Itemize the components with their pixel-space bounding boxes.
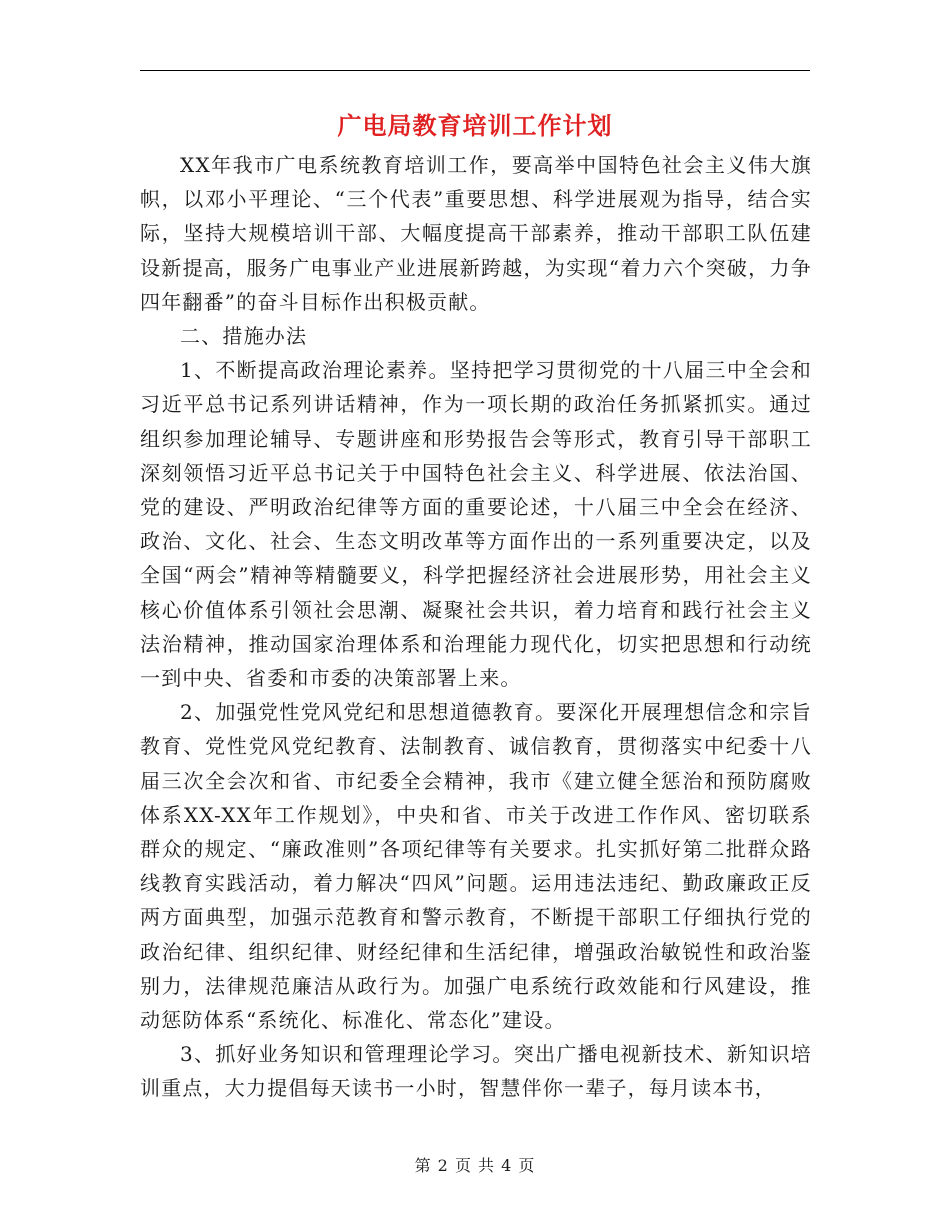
header-divider — [140, 70, 810, 71]
paragraph-intro: XX年我市广电系统教育培训工作，要高举中国特色社会主义伟大旗帜，以邓小平理论、“三个代表”重要思想、科学进展观为指导，结合实际，坚持大规模培训干部、大幅度提高干部素养，推动干部职工队伍建设新提高，服务广电事业产业进展新跨越，为实现“着力六个突破，力争四年翻番”的奋斗目标作出积极贡献。 — [140, 153, 812, 314]
document-body — [140, 148, 812, 1106]
document-title: 广电局教育培训工作计划 — [337, 111, 613, 140]
paragraph-item-2: 2、加强党性党风党纪和思想道德教育。要深化开展理想信念和宗旨教育、党性党风党纪教育、法制教育、诚信教育，贯彻落实中纪委十八届三次全会次和省、市纪委全会精神，我市《建立健全惩治和预防腐败体系XX-XX年工作规划》，中央和省、市关于改进工作作风、密切联系群众的规定、“廉政准则”各项纪律等有关要求。扎实抓好第二批群众路线教育实践活动，着力解决“四风”问题。运用违法违纪、勤政廉政正反两方面典型，加强示范教育和警示教育，不断提干部职工仔细执行党的政治纪律、组织纪律、财经纪律和生活纪律，增强政治敏锐性和政治鉴别力，法律规范廉洁从政行为。加强广电系统行政效能和行风建设，推动惩防体系“系统化、标准化、常态化”建设。 — [140, 700, 812, 1033]
paragraph-item-1: 1、不断提高政治理论素养。坚持把学习贯彻党的十八届三中全会和习近平总书记系列讲话精神，作为一项长期的政治任务抓紧抓实。通过组织参加理论辅导、专题讲座和形势报告会等形式，教育引导干部职工深刻领悟习近平总书记关于中国特色社会主义、科学进展、依法治国、党的建设、严明政治纪律等方面的重要论述，十八届三中全会在经济、政治、文化、社会、生态文明改革等方面作出的一系列重要决定，以及全国“两会”精神等精髓要义，科学把握经济社会进展形势，用社会主义核心价值体系引领社会思潮、凝聚社会共识，着力培育和践行社会主义法治精神，推动国家治理体系和治理能力现代化，切实把思想和行动统一到中央、省委和市委的决策部署上来。 — [140, 358, 812, 691]
page-number-footer: 第 2 页 共 4 页 — [414, 1156, 536, 1175]
paragraph-item-3: 3、抓好业务知识和管理理论学习。突出广播电视新技术、新知识培训重点，大力提倡每天读书一小时，智慧伴你一辈子，每月读本书， — [140, 1042, 812, 1101]
section-heading-measures: 二、措施办法 — [180, 324, 308, 349]
